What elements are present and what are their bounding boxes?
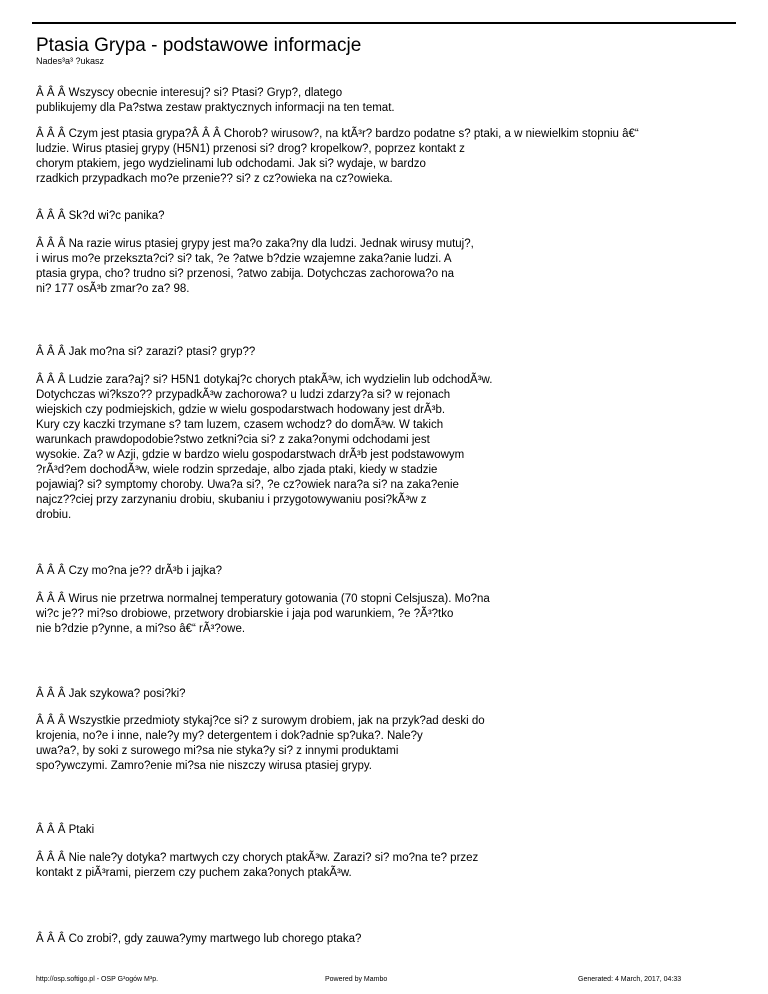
paragraph-birds: Â Â Â Nie nale?y dotyka? martwych czy chorych ptakÃ³w. Zarazi? si? mo?na te? przez kontakt z piÃ³rami, pierzem czy puchem zaka?onych ptakÃ³w. <box>36 852 479 879</box>
heading-panic: Â Â Â Sk?d wi?c panika? <box>36 210 165 222</box>
heading-dead-bird: Â Â Â Co zrobi?, gdy zauwa?ymy martwego lub chorego ptaka? <box>36 933 362 945</box>
paragraph-what-is: Â Â Â Czym jest ptasia grypa?Â Â Â Chorob? wirusow?, na ktÃ³r? bardzo podatne s? ptaki, a w niewielkim stopniu â€“ ludzie. Wirus ptasiej grypy (H5N1) przenosi si? drog? kropelkow?, poprzez kontakt z chorym ptakiem, jego wydzielinami lub odchodami. Jak si? wydaje, w bardzo rzadkich przypadkach mo?e przenie?? si? z cz?owieka na cz?owieka. <box>36 128 639 185</box>
footer-source-link[interactable]: http://osp.softigo.pl - OSP G³ogów M³p. <box>36 976 159 983</box>
paragraph-intro: Â Â Â Wszyscy obecnie interesuj? si? Ptasi? Gryp?, dlatego publikujemy dla Pa?stwa zestaw praktycznych informacji na ten temat. <box>36 87 395 114</box>
paragraph-cooking: Â Â Â Wszystkie przedmioty stykaj?ce si? z surowym drobiem, jak na przyk?ad deski do krojenia, no?e i inne, nale?y my? detergentem i dok?adnie sp?uka?. Nale?y uwa?a?, by soki z surowego mi?sa nie styka?y si? z innymi produktami spo?ywczymi. Zamro?enie mi?sa nie niszczy wirusa ptasiej grypy. <box>36 715 485 772</box>
page-title: Ptasia Grypa - podstawowe informacje <box>36 35 362 56</box>
paragraph-eating: Â Â Â Wirus nie przetrwa normalnej temperatury gotowania (70 stopni Celsjusza). Mo?na wi?c je?? mi?so drobiowe, przetwory drobiarskie i jaja pod warunkiem, ?e ?Ã³?tko nie b?dzie p?ynne, a mi?so â€“ rÃ³?owe. <box>36 593 490 635</box>
author-byline: Nades³a³ ?ukasz <box>36 56 105 66</box>
paragraph-infection: Â Â Â Ludzie zara?aj? si? H5N1 dotykaj?c chorych ptakÃ³w, ich wydzielin lub odchodÃ³w. Dotychczas wi?kszo?? przypadkÃ³w zachorowa? u ludzi zdarzy?a si? w rejonach wiejskich czy podmiejskich, gdzie w wielu gospodarstwach hodowany jest drÃ³b. Kury czy kaczki trzymane s? tam luzem, czasem wchodz? do domÃ³w. W takich warunkach prawdopodobie?stwo zetkni?cia si? z zaka?onymi odchodami jest wysokie. Za? w Azji, gdzie w bardzo wielu gospodarstwach drÃ³b jest podstawowym ?rÃ³d?em dochodÃ³w, wiele rodzin sprzedaje, albo zjada ptaki, kiedy w stadzie pojawiaj? si? symptomy choroby. Uwa?a si?, ?e cz?owiek nara?a si? na zaka?enie najcz??ciej przy zarzynaniu drobiu, skubaniu i przygotowywaniu posi?kÃ³w z drobiu. <box>36 374 493 521</box>
heading-infection: Â Â Â Jak mo?na si? zarazi? ptasi? gryp?? <box>36 346 256 358</box>
footer-powered-by: Powered by Mambo <box>325 976 388 983</box>
header-rule <box>32 22 736 24</box>
heading-eating: Â Â Â Czy mo?na je?? drÃ³b i jajka? <box>36 565 223 577</box>
heading-cooking: Â Â Â Jak szykowa? posi?ki? <box>36 688 186 700</box>
heading-birds: Â Â Â Ptaki <box>36 824 95 836</box>
paragraph-panic: Â Â Â Na razie wirus ptasiej grypy jest ma?o zaka?ny dla ludzi. Jednak wirusy mutuj?, i wirus mo?e przekszta?ci? si? tak, ?e ?atwe b?dzie wzajemne zaka?anie ludzi. A ptasia grypa, cho? trudno si? przenosi, ?atwo zabija. Dotychczas zachorowa?o na ni? 177 osÃ³b zmar?o za? 98. <box>36 238 474 295</box>
footer-generated-date: Generated: 4 March, 2017, 04:33 <box>578 976 682 983</box>
